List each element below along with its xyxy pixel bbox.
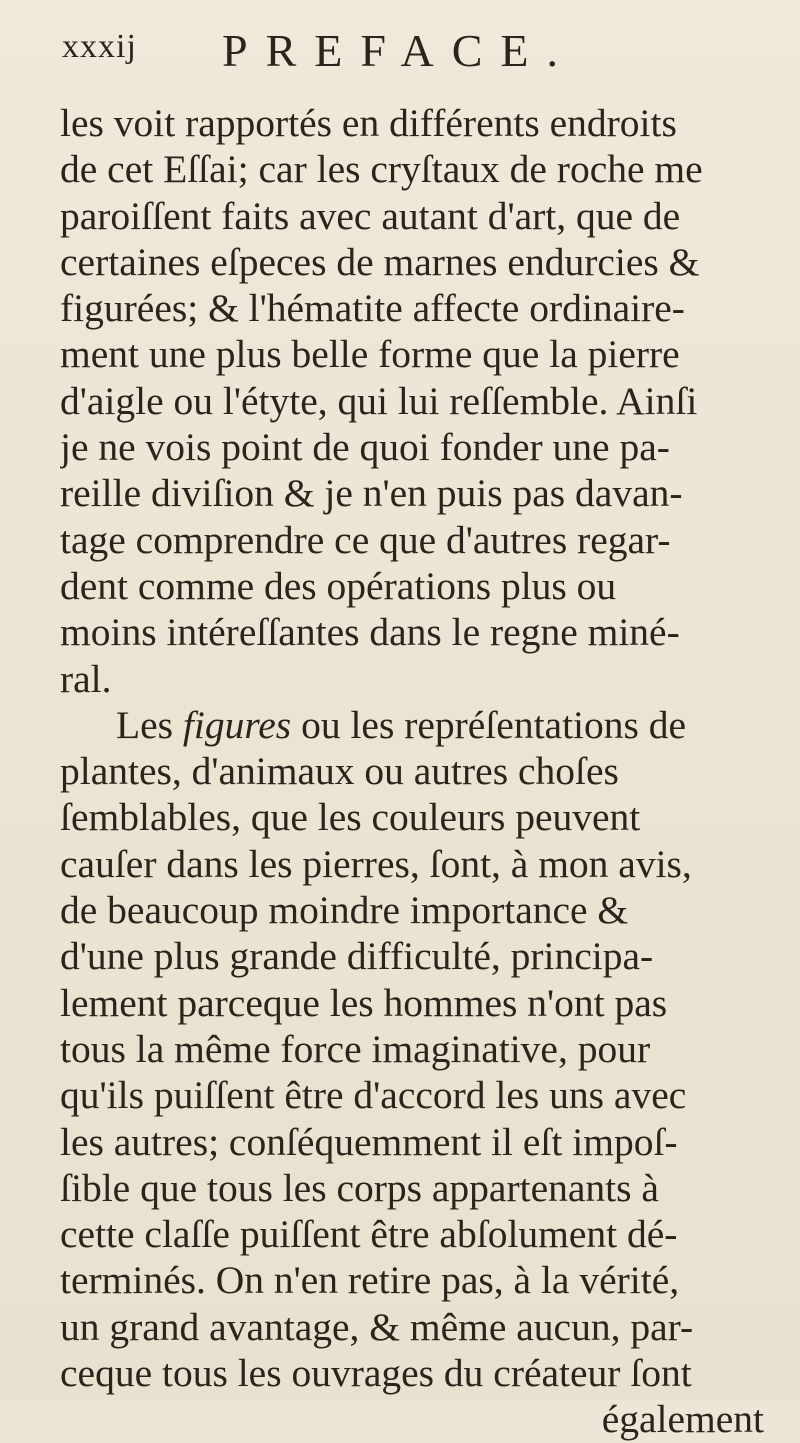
first-line-rest: ou les repréſentations de: [301, 702, 687, 747]
text-line: plantes, d'animaux ou autres choſes: [60, 749, 619, 794]
text-line: certaines eſpeces de marnes endurcies &: [60, 239, 700, 284]
text-line: lement parceque les hommes n'ont pas: [60, 980, 668, 1025]
text-line: moins intéreſſantes dans le regne miné-: [60, 610, 680, 655]
paragraph-1: [60, 100, 774, 702]
text-line: terminés. On n'en retire pas, à la vérité,: [60, 1258, 680, 1303]
text-line: tage comprendre ce que d'autres regar-: [60, 517, 671, 562]
text-line: les autres; conſéquemment il eſt impoſ-: [60, 1119, 678, 1164]
text-line-first: [60, 702, 774, 748]
text-line: cette claſſe puiſſent être abſolument dé-: [60, 1212, 678, 1257]
text-line: tous la même force imaginative, pour: [60, 1026, 651, 1071]
text-line: ment une plus belle forme que la pierre: [60, 332, 680, 377]
text-line: de cet Eſſai; car les cryſtaux de roche me: [60, 147, 703, 192]
text-line: d'une plus grande difficulté, principa-: [60, 934, 654, 979]
text-line: les voit rapportés en différents endroits: [60, 101, 677, 145]
first-word: Les: [116, 702, 174, 747]
text-line: reille diviſion & je n'en puis pas davan-: [60, 471, 683, 516]
body-text: [60, 100, 774, 1443]
text-line: qu'ils puiſſent être d'accord les uns avec: [60, 1073, 687, 1118]
text-line: dent comme des opérations plus ou: [60, 563, 617, 608]
text-line: ceque tous les ouvrages du créateur ſont: [60, 1351, 692, 1396]
text-line: d'aigle ou l'étyte, qui lui reſſemble. Ainſi: [60, 378, 698, 423]
italic-word: figures: [182, 702, 292, 747]
text-line: un grand avantage, & même aucun, par-: [60, 1304, 694, 1349]
catchword: également: [601, 1397, 764, 1442]
text-line: ſemblables, que les couleurs peuvent: [60, 795, 641, 840]
page-number: xxxij: [62, 28, 137, 65]
page-header: [62, 25, 760, 88]
paragraph-2: [60, 702, 774, 1396]
text-line: de beaucoup moindre importance &: [60, 888, 629, 933]
text-line: je ne vois point de quoi fonder une pa-: [60, 425, 670, 470]
text-line: ral.: [60, 656, 112, 701]
text-line: paroiſſent faits avec autant d'art, que de: [60, 193, 681, 238]
text-line: cauſer dans les pierres, ſont, à mon avis,: [60, 841, 692, 886]
text-line: ſible que tous les corps appartenants à: [60, 1165, 659, 1210]
text-line: figurées; & l'hématite affecte ordinaire-: [60, 286, 685, 331]
running-head: PREFACE.: [222, 25, 577, 76]
